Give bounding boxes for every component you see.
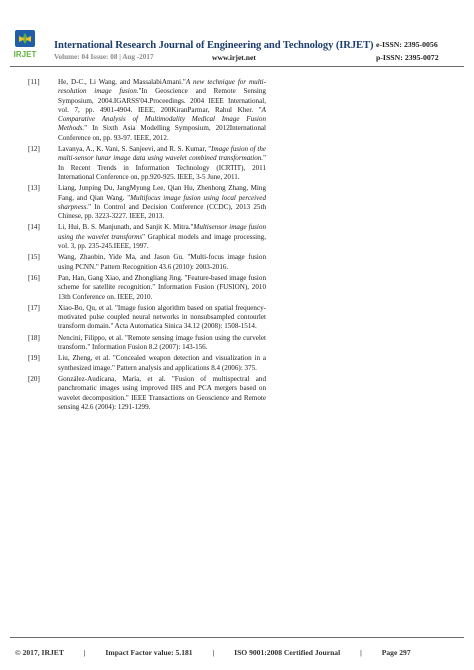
footer-divider: [10, 637, 464, 638]
footer-separator: |: [83, 648, 86, 657]
reference-title: A Comparative Analysis of Multimodality Medical Image Fusion Methods.: [58, 105, 266, 133]
reference-number: [14]: [28, 223, 40, 232]
reference-item: [28, 253, 266, 272]
page-header: [0, 0, 474, 66]
reference-number: [12]: [28, 145, 40, 154]
reference-segment: Nencini, Filippo, et al. "Remote sensing image fusion using the curvelet transform." Information Fusion 8.2 (2007): 143-156.: [58, 333, 266, 352]
reference-number: [18]: [28, 333, 40, 342]
journal-title: International Research Journal of Engineering and Technology (IRJET): [54, 40, 374, 51]
reference-item: [28, 184, 266, 221]
reference-text: [58, 253, 266, 270]
reference-item: [28, 375, 266, 412]
irjet-logo: [6, 30, 44, 60]
footer-iso: ISO 9001:2008 Certified Journal: [234, 648, 341, 657]
reference-text: [58, 274, 266, 301]
reference-number: [20]: [28, 374, 40, 383]
reference-list: [28, 78, 266, 414]
footer-page-number: Page 297: [381, 648, 411, 657]
reference-segment: "In Geoscience and Remote Sensing Symposium, 2004.IGARSS'04.Proceedings. 2004 IEEE International, vol. 7, pp. 4901-4904. IEEE, 200KiranParmar, Rahul Kher. ": [58, 87, 266, 114]
reference-segment: He, D-C., Li Wang, and MassalabiAmani.": [58, 78, 186, 86]
reference-item: [28, 274, 266, 302]
reference-number: [13]: [28, 184, 40, 193]
reference-number: [17]: [28, 303, 40, 312]
reference-text: [58, 184, 266, 220]
reference-segment: González-Audícana, María, et al. "Fusion of multispectral and panchromatic images using improved IHS and PCA mergers based on wavelet decomposition." IEEE Transactions on Geoscience and Remote sensing 42.6 (2004): 1291-1299.: [58, 374, 266, 411]
footer-copyright: © 2017, IRJET: [15, 648, 64, 657]
reference-item: [28, 304, 266, 332]
reference-item: [28, 223, 266, 251]
reference-segment: Pan, Han, Gang Xiao, and Zhongliang Jing. "Feature-based image fusion scheme for satellite recognition." Information Fusion (FUSION), 2010 13th Conference on. IEEE, 2010.: [58, 273, 266, 301]
reference-text: [58, 304, 266, 331]
reference-segment: Li, Hui, B. S. Manjunath, and Sanjit K. Mitra.": [58, 223, 194, 232]
reference-title: Image fusion of the multi-sensor lunar image data using wavelet combined transformation.: [58, 145, 267, 163]
reference-item: [28, 354, 266, 373]
reference-title: A new technique for multi-resolution image fusion.: [58, 78, 266, 96]
reference-text: [58, 354, 266, 371]
reference-number: [15]: [28, 253, 40, 262]
reference-segment: Xiao-Bo, Qu, et al. "Image fusion algorithm based on spatial frequency-motivated pulse coupled neural networks in nonsubsampled contourlet transform domain." Acta Automatica Sinica 34.12 (2008): 1508-1514.: [58, 303, 266, 331]
reference-segment: Wang, Zhaobin, Yide Ma, and Jason Gu. "Multi-focus image fusion using PCNN." Pattern Recognition 43.6 (2010): 2003-2016.: [58, 253, 266, 271]
reference-text: [58, 78, 266, 142]
footer-separator: |: [360, 648, 362, 657]
reference-segment: Liang, Junping Du, JangMyung Lee, Qian Hu, Zhenhong Zhang, Ming Fang, and Qian Wang. ": [58, 184, 266, 202]
reference-title: Multisensor image fusion using the wavelet transforms: [58, 223, 266, 241]
reference-text: [58, 145, 266, 181]
reference-item: [28, 78, 266, 143]
reference-number: [19]: [28, 354, 40, 363]
reference-text: [58, 334, 266, 351]
reference-segment: " In Recent Trends in Information Technology (ICRTIT), 2011 International Conference on, pp.920-925. IEEE, 3-5 June, 2011.: [58, 154, 266, 181]
reference-item: [28, 145, 266, 182]
reference-title: Multifocus image fusion using local perceived sharpness.: [58, 193, 266, 211]
reference-number: [16]: [28, 273, 40, 282]
p-issn: p-ISSN: 2395-0072: [376, 53, 439, 62]
reference-segment: " In Control and Decision Conference (CCDC), 2013 25th Chinese, pp. 3223-3227. IEEE, 2013.: [58, 202, 266, 221]
e-issn: e-ISSN: 2395-0056: [376, 40, 438, 49]
reference-segment: Lavanya, A., K. Vani, S. Sanjeevi, and R. S. Kumar, ": [58, 145, 212, 154]
reference-segment: Liu, Zheng, et al. "Concealed weapon detection and visualization in a synthesized image." Pattern analysis and applications 8.4 (2006): 375.: [58, 354, 266, 372]
reference-item: [28, 334, 266, 353]
page-footer: [15, 648, 463, 657]
reference-text: [58, 223, 266, 250]
reference-segment: " In Sixth Asia Modelling Symposium, 2012International Conference on, pp. 93-97. IEEE, 2012.: [58, 124, 266, 142]
footer-impact-factor: Impact Factor value: 5.181: [105, 648, 193, 657]
logo-text: IRJET: [13, 50, 37, 59]
reference-text: [58, 375, 266, 411]
header-divider: [10, 66, 464, 67]
volume-issue: Volume: 04 Issue: 08 | Aug -2017: [54, 53, 154, 61]
reference-segment: " Graphical models and image processing, vol. 3, pp. 235-245.IEEE, 1997.: [58, 232, 266, 251]
footer-separator: |: [212, 648, 215, 657]
reference-number: [11]: [28, 78, 40, 86]
website-link[interactable]: www.irjet.net: [212, 53, 256, 62]
